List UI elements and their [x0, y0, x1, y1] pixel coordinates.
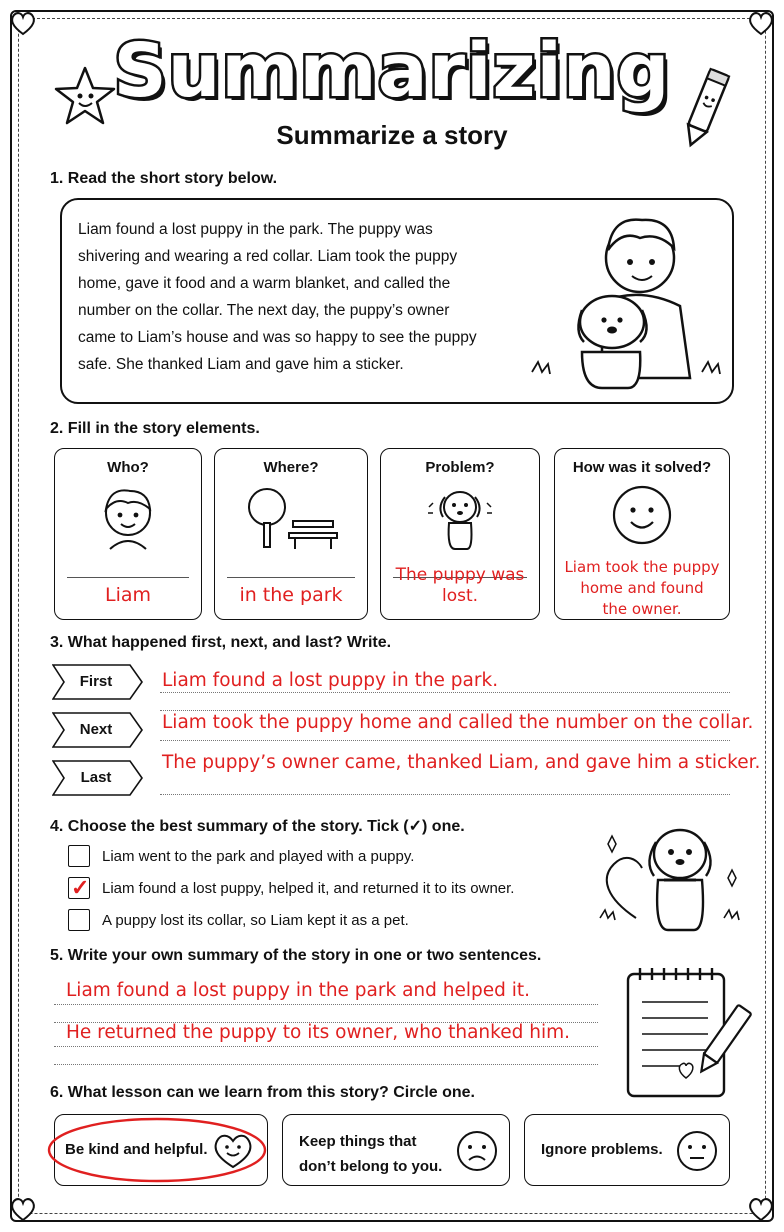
story-line: shivering and wearing a red collar. Liam took the puppy [78, 248, 458, 265]
story-element-card-where [214, 448, 368, 620]
puppy-icon [425, 483, 495, 553]
neutral-face-icon [675, 1129, 719, 1173]
summary-option[interactable] [68, 877, 588, 901]
star-icon [50, 62, 120, 132]
story-line: came to Liam’s house and was so happy to see the puppy [78, 329, 477, 346]
boy-face-icon [98, 483, 158, 553]
question-5-heading: 5. Write your own summary of the story in one or two sentences. [50, 947, 542, 964]
writing-line [54, 1064, 598, 1065]
story-element-card-problem [380, 448, 540, 620]
writing-line [160, 710, 730, 711]
question-1-heading: 1. Read the short story below. [50, 170, 278, 187]
writing-line [160, 692, 730, 693]
card-label: How was it solved? [572, 459, 712, 476]
sequence-tag-first [52, 664, 144, 700]
card-answer-line: the owner. [602, 600, 682, 618]
red-circle-selection [44, 1114, 270, 1186]
pencil-icon [676, 62, 736, 152]
heart-corner-icon [746, 1194, 776, 1224]
lesson-text: Be kind and helpful. [65, 1141, 208, 1158]
sad-face-icon [455, 1129, 499, 1173]
sequence-tag-label: Last [80, 769, 112, 786]
card-answer-line: Liam took the puppy [564, 558, 720, 576]
card-answer: Liam [104, 584, 151, 606]
summary-option[interactable] [68, 909, 588, 933]
card-answer-line: lost. [441, 586, 479, 606]
card-answer [387, 565, 533, 607]
story-text [78, 216, 538, 378]
sequence-answer: The puppy’s owner came, thanked Liam, and gave him a sticker. [162, 752, 761, 773]
option-text: Liam went to the park and played with a puppy. [102, 848, 415, 865]
story-element-card-solution [554, 448, 730, 620]
card-label: Who? [107, 459, 149, 476]
story-element-card-who [54, 448, 202, 620]
sequence-tag-last [52, 760, 144, 796]
checkbox[interactable] [68, 909, 90, 931]
summary-answer-line: Liam found a lost puppy in the park and helped it. [66, 980, 531, 1001]
question-3-heading: 3. What happened first, next, and last? Write. [50, 634, 392, 651]
summary-option[interactable] [68, 845, 588, 869]
tree-and-bench-icon [241, 483, 341, 553]
story-line: safe. She thanked Liam and gave him a sticker. [78, 356, 404, 373]
lesson-text: Ignore problems. [541, 1141, 663, 1158]
question-2-heading: 2. Fill in the story elements. [50, 420, 260, 437]
notepad-and-pencil-icon [622, 962, 756, 1102]
story-box [60, 198, 734, 404]
writing-line [160, 794, 730, 795]
writing-line [54, 1046, 598, 1047]
option-text: A puppy lost its collar, so Liam kept it as a pet. [102, 912, 409, 929]
boy-hugging-puppy-illustration [522, 202, 732, 398]
checkbox-checked[interactable] [68, 877, 90, 899]
lesson-option-keep[interactable] [282, 1114, 510, 1186]
summary-answer-line: He returned the puppy to its owner, who thanked him. [66, 1022, 570, 1043]
card-answer [561, 557, 723, 620]
lesson-text [299, 1129, 442, 1179]
sequence-tag-label: First [79, 673, 113, 690]
story-line: home, gave it food and a warm blanket, and called the [78, 275, 451, 292]
lesson-text-line: Keep things that [299, 1133, 417, 1150]
card-label: Problem? [425, 459, 495, 476]
sequence-answer: Liam took the puppy home and called the number on the collar. [162, 712, 754, 733]
writing-line [54, 1004, 598, 1005]
question-4-heading: 4. Choose the best summary of the story. Tick (✓) one. [50, 818, 465, 835]
page-subtitle: Summarize a story [276, 120, 508, 150]
question-6-heading: 6. What lesson can we learn from this story? Circle one. [50, 1084, 475, 1101]
card-answer-line: The puppy was [395, 565, 525, 585]
heart-corner-icon [8, 1194, 38, 1224]
sequence-tag-label: Next [79, 721, 113, 738]
checkmark-icon: ✓ [71, 875, 90, 900]
card-answer-line: home and found [580, 579, 704, 597]
option-text: Liam found a lost puppy, helped it, and returned it to its owner. [102, 880, 515, 897]
puppy-heart-illustration [596, 818, 746, 938]
card-label: Where? [263, 459, 319, 476]
card-answer: in the park [239, 584, 343, 606]
writing-line [160, 740, 730, 741]
checkbox[interactable] [68, 845, 90, 867]
sequence-answer: Liam found a lost puppy in the park. [162, 670, 499, 691]
answer-line [227, 577, 355, 578]
lesson-option-ignore[interactable] [524, 1114, 730, 1186]
lesson-text-line: don’t belong to you. [299, 1158, 443, 1175]
page-title: Summarizing [113, 28, 671, 114]
sequence-tag-next [52, 712, 144, 748]
smiley-face-icon [610, 483, 674, 547]
answer-line [67, 577, 189, 578]
story-line: number on the collar. The next day, the puppy’s owner [78, 302, 450, 319]
story-line: Liam found a lost puppy in the park. The puppy was [78, 221, 433, 238]
